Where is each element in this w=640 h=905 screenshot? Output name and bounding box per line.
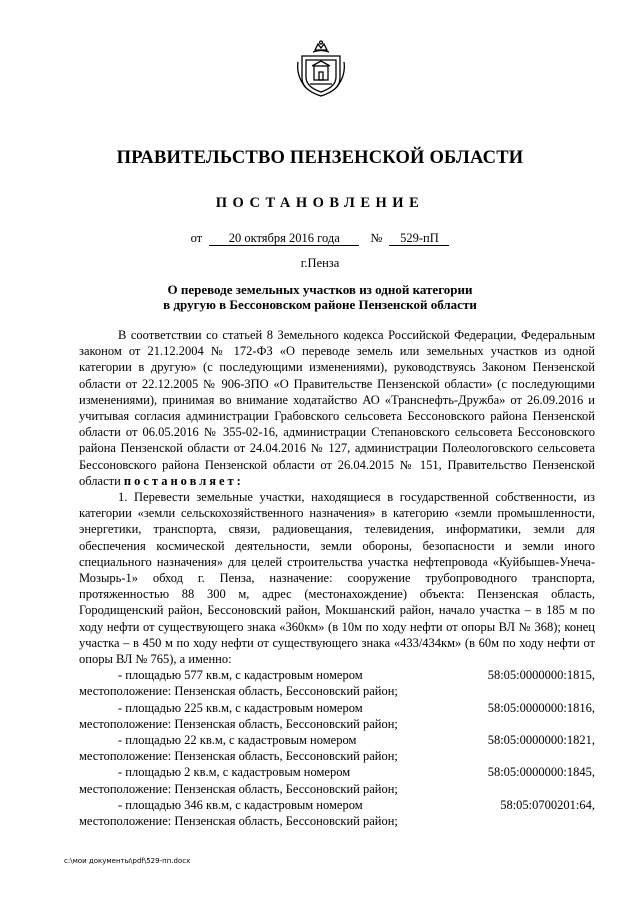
date-number-line <box>0 231 640 246</box>
preamble-text: В соответствии со статьей 8 Земельного кодекса Российской Федерации, Федеральным законом от 21.12.2004 № 172-ФЗ «О переводе земель или земельных участков из одной категории в другую» (с последующими изменениями), руководствуясь Законом Пензенской области от 22.12.2005 № 906-ЗПО «О Правительстве Пензенской области» (с последующими изменениями), принимая во внимание ходатайство АО «Транснефть-Дружба» от 26.09.2016 и учитывая согласия администрации Грабовского сельсовета Бессоновского района Пензенской области от 06.05.2016 № 355-02-16, администрации Степановского сельсовета Бессоновского района Пензенской области от 24.04.2016 № 127, администрации Полеологовского сельсовета Бессоновского района Пензенской области от 26.04.2015 № 151, Правительство Пензенской области <box>79 328 595 488</box>
parcel-item <box>79 700 595 732</box>
organization-name: ПРАВИТЕЛЬСТВО ПЕНЗЕНСКОЙ ОБЛАСТИ <box>116 148 524 168</box>
document-number: 529-пП <box>389 231 449 246</box>
document-title <box>0 282 640 312</box>
parcel-description: - площадью 2 кв.м, с кадастровым номером <box>118 765 351 780</box>
parcel-cadastral-number: 58:05:0000000:1821, <box>487 733 595 748</box>
parcel-cadastral-number: 58:05:0700201:64, <box>500 797 595 812</box>
document-body <box>79 327 595 829</box>
city: г.Пенза <box>300 256 340 270</box>
date-prefix: от <box>190 231 203 245</box>
parcel-location: местоположение: Пензенская область, Бессоновский район; <box>79 684 398 699</box>
parcel-location: местоположение: Пензенская область, Бессоновский район; <box>79 749 398 764</box>
document-date: 20 октября 2016 года <box>209 231 359 246</box>
parcel-description: - площадью 225 кв.м, с кадастровым номером <box>118 700 363 715</box>
preamble-paragraph <box>79 327 595 489</box>
item-1-paragraph: 1. Перевести земельные участки, находящиеся в государственной собственности, из категории «земли сельскохозяйственного назначения» в категорию «земли промышленности, энергетики, транспорта, связи, радиовещания, телевидения, информатики, земли для обеспечения космической деятельности, земли обороны, безопасности и земли иного специального назначения» для целей строительства участка нефтепровода «Куйбышев-Унеча-Мозырь-1» обход г. Пенза, назначение: сооружение трубопроводного транспорта, протяженностью 88 300 м, адрес (местонахождение) объекта: Пензенская область, Городищенский район, Бессоновский район, Мокшанский район, начало участка – в 185 м по ходу нефти от существующего знака «360км» (в 10м по ходу нефти от опоры ВЛ № 368); конец участка – в 450 м по ходу нефти от существующего знака «433/434км» (в 60м по ходу нефти от опоры ВЛ № 765), а именно: <box>79 490 595 667</box>
number-sign: № <box>370 231 383 245</box>
parcel-location: местоположение: Пензенская область, Бессоновский район; <box>79 716 398 731</box>
decree-word: постановляет: <box>123 473 244 488</box>
parcel-item <box>79 732 595 764</box>
parcel-cadastral-number: 58:05:0000000:1845, <box>487 765 595 780</box>
parcel-cadastral-number: 58:05:0000000:1815, <box>487 668 595 683</box>
parcel-cadastral-number: 58:05:0000000:1816, <box>487 700 595 715</box>
parcel-item <box>79 764 595 796</box>
title-line-1: О переводе земельных участков из одной категории <box>167 282 473 297</box>
parcel-description: - площадью 577 кв.м, с кадастровым номером <box>118 668 363 683</box>
parcel-item <box>79 667 595 699</box>
document-type: ПОСТАНОВЛЕНИЕ <box>215 195 425 211</box>
parcel-description: - площадью 346 кв.м, с кадастровым номером <box>118 797 363 812</box>
parcel-location: местоположение: Пензенская область, Бессоновский район; <box>79 814 398 829</box>
title-line-2: в другую в Бессоновском районе Пензенской области <box>163 297 477 312</box>
parcel-description: - площадью 22 кв.м, с кадастровым номером <box>118 733 357 748</box>
parcel-item <box>79 797 595 829</box>
parcel-location: местоположение: Пензенская область, Бессоновский район; <box>79 781 398 796</box>
coat-of-arms-icon <box>296 40 346 98</box>
file-path-footer: c:\мои документы\pdf\529-пп.docx <box>64 857 191 865</box>
